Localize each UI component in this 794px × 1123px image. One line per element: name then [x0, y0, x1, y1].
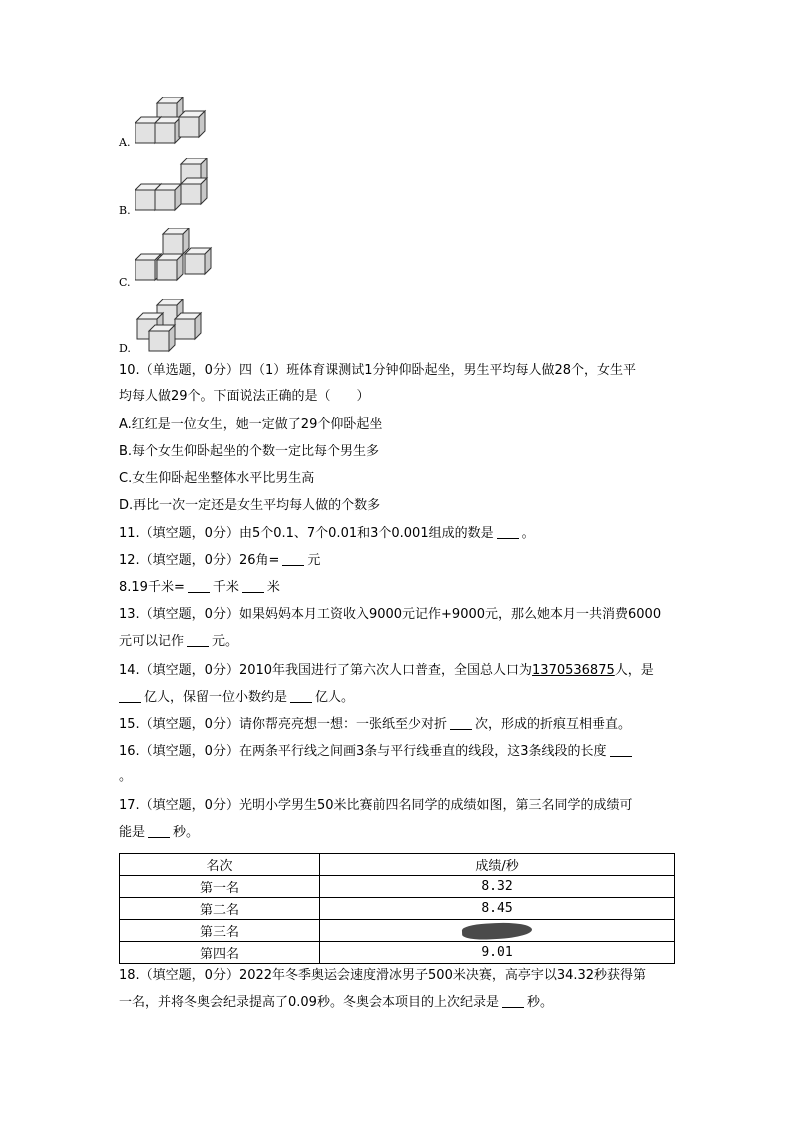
q14-text-end: 人，是 — [614, 663, 654, 678]
q12-unit: 元 — [307, 553, 321, 568]
answer-blank[interactable] — [290, 690, 312, 703]
q13-line1: 13.（填空题，0分）如果妈妈本月工资收入9000元记作+9000元，那么她本月一共消费6000 — [119, 607, 662, 622]
q17-text: 能是 — [119, 825, 146, 840]
answer-blank[interactable] — [450, 717, 472, 730]
header-score: 成绩/秒 — [320, 854, 675, 876]
rank-cell: 第四名 — [120, 942, 320, 964]
score-cell: 8.45 — [320, 898, 675, 920]
q16-line1 — [119, 743, 635, 761]
q18-line1: 18.（填空题，0分）2022年冬季奥运会速度滑冰男子500米决赛，高亭宇以34.32秒获得第 — [119, 968, 647, 983]
q13-end: 元。 — [212, 634, 239, 649]
answer-blank[interactable] — [502, 995, 524, 1008]
q18-end: 秒。 — [526, 995, 553, 1010]
q17-end: 秒。 — [173, 825, 200, 840]
ink-smudge — [462, 921, 533, 941]
answer-blank[interactable] — [187, 634, 209, 647]
q10-option-a: A.红红是一位女生，她一定做了29个仰卧起坐 — [119, 417, 383, 432]
q14-line2 — [119, 689, 354, 707]
answer-blank[interactable] — [497, 526, 519, 539]
results-table — [119, 853, 675, 964]
q15-text: 15.（填空题，0分）请你帮亮亮想一想：一张纸至少对折 — [119, 717, 447, 732]
table-header-row — [120, 854, 675, 876]
q12b-unit: 米 — [266, 580, 280, 595]
q16-text: 16.（填空题，0分）在两条平行线之间画3条与平行线垂直的线段，这3条线段的长度 — [119, 744, 607, 759]
answer-blank[interactable] — [148, 825, 170, 838]
q11 — [119, 525, 535, 543]
score-cell: 8.32 — [320, 876, 675, 898]
q11-text: 11.（填空题，0分）由5个0.1、7个0.01和3个0.001组成的数是 — [119, 526, 494, 541]
cube-figure-c — [135, 228, 221, 286]
q10-option-b: B.每个女生仰卧起坐的个数一定比每个男生多 — [119, 444, 380, 459]
q14-mid: 亿人，保留一位小数约是 — [144, 690, 288, 705]
table-row — [120, 920, 675, 942]
option-c-label: C. — [119, 276, 131, 289]
rank-cell: 第三名 — [120, 920, 320, 942]
q14-text: 14.（填空题，0分）2010年我国进行了第六次人口普查，全国总人口为 — [119, 663, 533, 678]
q10-option-c: C.女生仰卧起坐整体水平比男生高 — [119, 471, 315, 486]
q10-option-d: D.再比一次一定还是女生平均每人做的个数多 — [119, 498, 381, 513]
answer-blank[interactable] — [119, 690, 141, 703]
option-a-label: A. — [119, 136, 131, 149]
cube-figure-d — [135, 299, 207, 353]
q12b-mid: 千米 — [212, 580, 239, 595]
q15-end: 次，形成的折痕互相垂直。 — [474, 717, 631, 732]
q17-line2 — [119, 824, 199, 842]
score-cell: 9.01 — [320, 942, 675, 964]
answer-blank[interactable] — [188, 580, 210, 593]
q12 — [119, 552, 320, 570]
cube-figure-a — [135, 97, 215, 145]
population-number: 1370536875 — [532, 663, 615, 678]
q12-part2 — [119, 579, 280, 597]
q11-end: 。 — [521, 526, 535, 541]
rank-cell: 第二名 — [120, 898, 320, 920]
q18-line2 — [119, 994, 553, 1012]
option-d-label: D. — [119, 342, 131, 355]
score-cell — [320, 920, 675, 942]
q10-stem-line2: 均每人做29个。下面说法正确的是（ ） — [119, 389, 370, 404]
q13-text: 元可以记作 — [119, 634, 185, 649]
q15 — [119, 716, 631, 734]
table-row — [120, 942, 675, 964]
q12-text: 12.（填空题，0分）26角= — [119, 553, 280, 568]
q10-stem-line1: 10.（单选题，0分）四（1）班体育课测试1分钟仰卧起坐，男生平均每人做28个，女生平 — [119, 363, 637, 378]
rank-cell: 第一名 — [120, 876, 320, 898]
answer-blank[interactable] — [282, 553, 304, 566]
header-rank: 名次 — [120, 854, 320, 876]
cube-figure-b — [135, 158, 215, 216]
table-row — [120, 898, 675, 920]
option-b-label: B. — [119, 204, 131, 217]
table-row — [120, 876, 675, 898]
q14-end: 亿人。 — [315, 690, 355, 705]
answer-blank[interactable] — [610, 744, 632, 757]
q14-line1 — [119, 662, 654, 680]
q18-text: 一名，并将冬奥会纪录提高了0.09秒。冬奥会本项目的上次纪录是 — [119, 995, 499, 1010]
q17-line1: 17.（填空题，0分）光明小学男生50米比赛前四名同学的成绩如图，第三名同学的成绩可 — [119, 798, 633, 813]
q16-line2: 。 — [119, 769, 133, 784]
answer-blank[interactable] — [242, 580, 264, 593]
q12b-text: 8.19千米= — [119, 580, 185, 595]
q13-line2 — [119, 633, 238, 651]
